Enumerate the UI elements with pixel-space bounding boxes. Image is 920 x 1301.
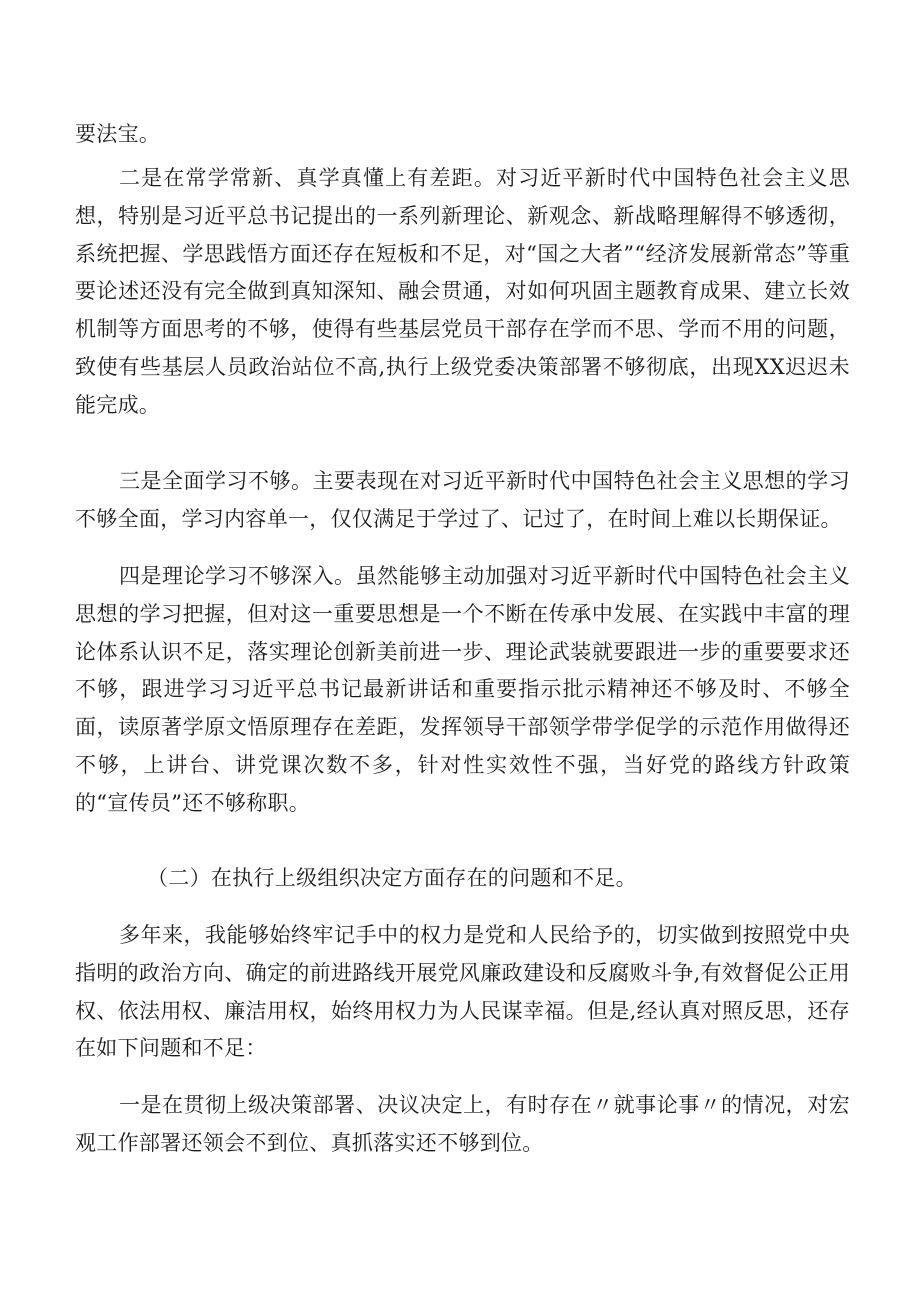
paragraph-point-three: 三是全面学习不够。主要表现在对习近平新时代中国特色社会主义思想的学习不够全面，学习内容单一，仅仅满足于学过了、记过了，在时间上难以长期保证。 <box>75 469 850 531</box>
paragraph-point-one: 一是在贯彻上级决策部署、决议决定上，有时存在〃就事论事〃的情况，对宏观工作部署还领会不到位、真抓落实还不够到位。 <box>75 1093 850 1155</box>
paragraph-intro: 多年来，我能够始终牢记手中的权力是党和人民给予的，切实做到按照党中央指明的政治方向、确定的前进路线开展党风廉政建设和反腐败斗争,有效督促公正用权、依法用权、廉洁用权，始终用权力为人民谋幸福。但是,经认真对照反思，还存在如下问题和不足： <box>75 923 850 1061</box>
paragraph-point-four: 四是理论学习不够深入。虽然能够主动加强对习近平新时代中国特色社会主义思想的学习把握，但对这一重要思想是一个不断在传承中发展、在实践中丰富的理论体系认识不足，落实理论创新美前进一步、理论武装就要跟进一步的重要要求还不够，跟进学习习近平总书记最新讲话和重要指示批示精神还不够及时、不够全面，读原著学原文悟原理存在差距，发挥领导干部领学带学促学的示范作用做得还不够，上讲台、讲党课次数不多，针对性实效性不强，当好党的路线方针政策的“宣传员”还不够称职。 <box>75 564 850 815</box>
paragraph-continuation: 要法宝。 <box>75 122 161 146</box>
section-heading: （二）在执行上级组织决定方面存在的问题和不足。 <box>147 866 637 890</box>
paragraph-point-two: 二是在常学常新、真学真懂上有差距。对习近平新时代中国特色社会主义思想，特别是习近平总书记提出的一系列新理论、新观念、新战略理解得不够透彻，系统把握、学思践悟方面还存在短板和不足，对“国之大者”“经济发展新常态”等重要论述还没有完全做到真知深知、融会贯通，对如何巩固主题教育成果、建立长效机制等方面思考的不够，使得有些基层党员干部存在学而不思、学而不用的问题，致使有些基层人员政治站位不高,执行上级党委决策部署不够彻底，出现XX迟迟未能完成。 <box>75 166 850 417</box>
